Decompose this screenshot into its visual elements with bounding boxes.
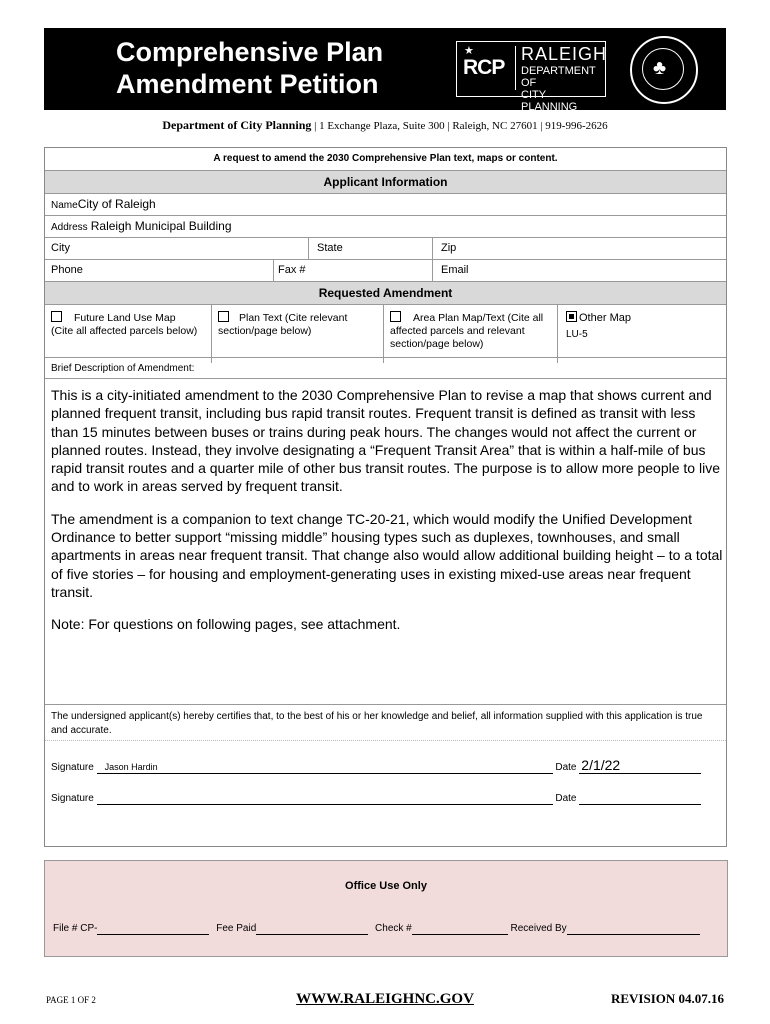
date-value-1: 2/1/22 <box>581 757 621 773</box>
signature-field-1[interactable] <box>97 762 553 774</box>
fax-label: Fax # <box>278 264 306 276</box>
applicant-info-header: Applicant Information <box>45 171 726 194</box>
office-use-title: Office Use Only <box>345 880 427 892</box>
received-by-label: Received By <box>510 923 567 934</box>
brief-description-label: Brief Description of Amendment: <box>51 363 195 374</box>
certification-divider <box>45 704 726 705</box>
signature-row-2 <box>51 793 701 805</box>
revision-label: REVISION 04.07.16 <box>610 991 724 1006</box>
signature-value-1: Jason Hardin <box>104 762 158 772</box>
page-number: PAGE 1 OF 2 <box>46 995 96 1005</box>
logo-mark: RCP <box>463 56 505 79</box>
fax-field[interactable] <box>273 260 437 281</box>
title-line-1: Comprehensive Plan <box>116 37 384 67</box>
fee-paid-label: Fee Paid <box>216 923 257 934</box>
check-number-label: Check # <box>375 923 412 934</box>
option-future-land-use[interactable] <box>51 311 211 338</box>
department-line <box>0 118 770 133</box>
zip-label: Zip <box>441 242 457 254</box>
zip-field[interactable] <box>432 238 727 259</box>
option-other-map-note: LU-5 <box>566 329 588 340</box>
state-field[interactable] <box>308 238 441 259</box>
checkbox-other-map[interactable] <box>566 311 577 322</box>
file-number-label: File # CP- <box>53 923 98 934</box>
city-seal-icon <box>630 36 698 104</box>
website-link[interactable]: WWW.RALEIGHNC.GOV <box>296 991 474 1007</box>
fee-paid-field[interactable] <box>256 923 368 935</box>
description-paragraph-3: Note: For questions on following pages, see attachment. <box>51 616 401 633</box>
page-title <box>116 36 383 100</box>
petition-form <box>44 147 727 847</box>
city-row <box>45 238 726 260</box>
file-number-field[interactable] <box>97 923 209 935</box>
date-field-2[interactable] <box>579 793 701 805</box>
signature-field-2[interactable] <box>97 793 553 805</box>
signature-divider <box>45 740 726 741</box>
option-plan-text[interactable] <box>211 305 392 363</box>
option-future-land-use-note: (Cite all affected parcels below) <box>51 325 198 337</box>
address-label: Address <box>51 222 88 233</box>
logo-divider <box>515 46 516 90</box>
option-area-plan[interactable] <box>383 305 562 363</box>
received-by-field[interactable] <box>567 923 700 935</box>
date-label-1: Date <box>555 762 577 773</box>
signature-label-1: Signature <box>51 762 94 773</box>
brief-description-row <box>45 358 726 379</box>
signature-row-1 <box>51 757 701 774</box>
requested-amendment-header: Requested Amendment <box>45 282 726 305</box>
department-address: | 1 Exchange Plaza, Suite 300 | Raleigh, NC 27601 | 919-996-2626 <box>311 120 608 132</box>
checkbox-area-plan[interactable] <box>390 311 401 322</box>
option-area-plan-label: Area Plan Map/Text (Cite all affected parcels and relevant section/page below) <box>390 312 544 350</box>
state-label: State <box>317 242 343 254</box>
name-label: Name <box>51 200 78 211</box>
description-paragraph-2: The amendment is a companion to text change TC-20-21, which would modify the Unified Development Ordinance to better support “missing middle” housing types such as duplexes, townhouses, and small apartments in areas near frequent transit. That change also would allow additional building height – to a total of five stories – for housing and employment-generating uses in existing mixed-use areas near frequent transit. <box>51 510 723 600</box>
checkbox-plan-text[interactable] <box>218 311 229 322</box>
amendment-options-row <box>45 305 726 358</box>
check-number-field[interactable] <box>412 923 508 935</box>
oak-tree-icon: ♣ <box>653 57 667 79</box>
certification-text: The undersigned applicant(s) hereby certifies that, to the best of his or her knowledge and belief, all information supplied with this application is true and accurate. <box>51 711 703 736</box>
logo-sub-2: CITY PLANNING <box>521 89 578 113</box>
option-plan-text-label: Plan Text (Cite relevant section/page below) <box>218 312 348 337</box>
city-field[interactable]: City <box>51 242 70 254</box>
department-name: Department of City Planning <box>162 118 312 132</box>
signature-label-2: Signature <box>51 793 94 804</box>
logo-name: RALEIGH <box>521 44 608 64</box>
title-line-2: Amendment Petition <box>116 69 379 99</box>
phone-row <box>45 260 726 282</box>
header-banner <box>44 28 726 113</box>
email-field[interactable] <box>432 260 727 281</box>
description-paragraph-1: This is a city-initiated amendment to the 2030 Comprehensive Plan to revise a map that shows current and planned frequent transit, including bus rapid transit routes. Frequent transit is defined as transit with less than 15 minutes between buses or trains during peak hours. The changes would not affect the current or planned routes. Instead, they involve designating a “Frequent Transit Area” that is within a half-mile of bus rapid transit routes and a quarter mile of other bus transit routes. The purpose is to allow more people to live and to work in areas served by frequent transit. <box>51 387 720 495</box>
phone-field[interactable]: Phone <box>51 264 83 276</box>
name-field[interactable]: City of Raleigh <box>77 197 156 211</box>
seal-inner-ring <box>642 48 684 90</box>
date-label-2: Date <box>555 793 577 804</box>
star-icon: ★ <box>464 45 474 57</box>
office-use-panel <box>44 860 728 957</box>
date-field-1[interactable] <box>579 757 701 774</box>
option-other-map-label: Other Map <box>579 312 631 324</box>
email-label: Email <box>441 264 469 276</box>
raleigh-planning-logo <box>456 41 608 113</box>
address-row <box>45 216 726 238</box>
request-line: A request to amend the 2030 Comprehensive Plan text, maps or content. <box>45 148 726 171</box>
office-use-fields <box>53 923 700 935</box>
checkbox-future-land-use[interactable] <box>51 311 62 322</box>
description-text[interactable] <box>51 386 723 648</box>
option-future-land-use-label: Future Land Use Map <box>74 312 176 324</box>
name-row <box>45 194 726 216</box>
address-field[interactable]: Raleigh Municipal Building <box>90 219 232 233</box>
logo-sub-1: DEPARTMENT OF <box>521 65 596 89</box>
logo-subtitle <box>521 65 605 113</box>
option-other-map[interactable] <box>557 305 730 363</box>
